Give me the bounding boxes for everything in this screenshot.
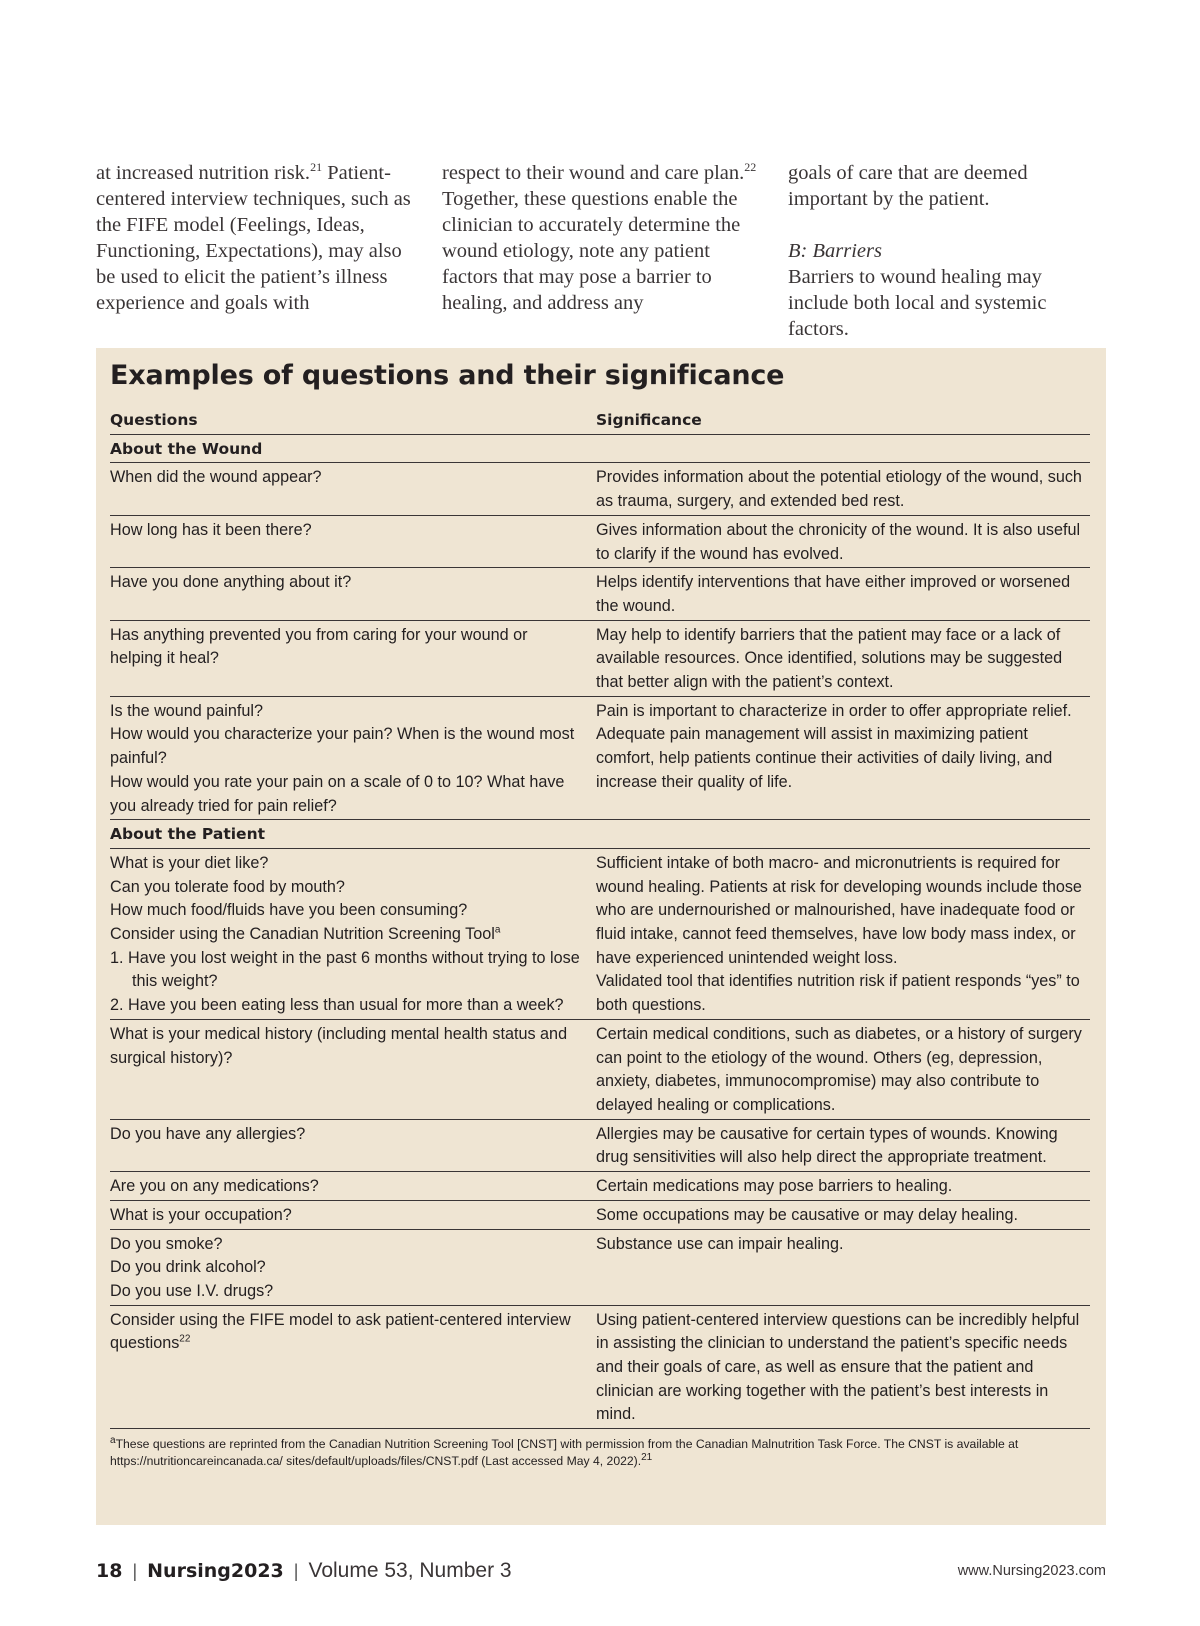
table-row	[110, 1172, 1090, 1201]
footnote-mark: a	[494, 924, 501, 936]
table-row	[110, 463, 1090, 515]
numbered-question: 1. Have you lost weight in the past 6 months without trying to lose this weight?	[110, 948, 580, 991]
questions-table	[110, 406, 1090, 1429]
footer-divider: |	[293, 1560, 299, 1581]
significance-text: Provides information about the potential etiology of the wound, such as trauma, surgery, and extended bed rest.	[596, 468, 1082, 511]
significance-cell	[596, 1119, 1090, 1171]
question-text: When did the wound appear?	[110, 468, 322, 487]
website-link[interactable]: www.Nursing2023.com	[957, 1563, 1106, 1579]
question-cell	[110, 848, 596, 1019]
question-text: How long has it been there?	[110, 520, 312, 539]
body-paragraph: goals of care that are deemed important by the patient.	[788, 162, 1028, 210]
significance-text: Pain is important to characterize in order to offer appropriate relief. Adequate pain management will assist in maximizing patient comfort, help patients continue their activities of daily living, and increase their quality of life.	[596, 701, 1072, 791]
significance-text: Sufficient intake of both macro- and micronutrients is required for wound healing. Patients at risk for developing wounds include those who are undernourished or malnourished, have inadequate food or fluid intake, cannot feed themselves, have low body mass index, or have experienced unintended weight loss.	[596, 853, 1082, 967]
question-text: Do you drink alcohol?	[110, 1258, 266, 1277]
body-paragraph: Barriers to wound healing may include both local and systemic factors.	[788, 266, 1047, 340]
question-text: Have you done anything about it?	[110, 573, 352, 592]
significance-text: Certain medical conditions, such as diabetes, or a history of surgery can point to the etiology of the wound. Others (eg, depression, anxiety, diabetes, immunocompromise) may also contribute to delayed healing or complications.	[596, 1024, 1082, 1114]
significance-text: Using patient-centered interview questions can be incredibly helpful in assisting the clinician to understand the patient’s specific needs and their goals of care, as well as ensure that the patient and clinician are working together with the patient’s best interests in mind.	[596, 1310, 1080, 1424]
question-text: What is your occupation?	[110, 1205, 292, 1224]
table-row	[110, 696, 1090, 820]
significance-text: May help to identify barriers that the patient may face or a lack of available resources. Once identified, solutions may be suggested that better align with the patient’s context.	[596, 625, 1063, 692]
table-row	[110, 1019, 1090, 1119]
question-cell	[110, 1172, 596, 1201]
significance-cell	[596, 1200, 1090, 1229]
body-column-3	[788, 160, 1106, 342]
significance-text: Gives information about the chronicity of the wound. It is also useful to clarify if the wound has evolved.	[596, 520, 1081, 563]
question-cell	[110, 1305, 596, 1429]
question-text: Has anything prevented you from caring for your wound or helping it heal?	[110, 625, 528, 668]
significance-text: Certain medications may pose barriers to healing.	[596, 1177, 953, 1196]
question-text: Do you have any allergies?	[110, 1124, 306, 1143]
question-text: Can you tolerate food by mouth?	[110, 877, 345, 896]
table-row	[110, 568, 1090, 620]
footnote-text: These questions are reprinted from the Canadian Nutrition Screening Tool [CNST] with permission from the Canadian Malnutrition Task Force. The CNST is available at https://nutritioncareincanada.ca/ sites/default/uploads/files/CNST.pdf (Last accessed May 4, 2022).	[110, 1437, 1019, 1469]
table-row	[110, 848, 1090, 1019]
section-row-patient	[110, 820, 1090, 849]
body-column-2	[442, 160, 760, 342]
significance-cell	[596, 848, 1090, 1019]
significance-cell	[596, 568, 1090, 620]
numbered-question: 2. Have you been eating less than usual for more than a week?	[110, 996, 564, 1015]
body-column-1	[96, 160, 414, 342]
significance-text: Allergies may be causative for certain types of wounds. Knowing drug sensitivities will also help direct the appropriate treatment.	[596, 1124, 1058, 1167]
section-label: About the Patient	[110, 820, 1090, 849]
body-paragraph: at increased nutrition risk.$^{21}$ Patient-centered interview techniques, such as the FIFE model (Feelings, Ideas, Functioning, Expectations), may also be used to elicit the patient’s illness experience and goals with	[96, 160, 411, 314]
question-text	[110, 1309, 584, 1356]
significance-text: Some occupations may be causative or may delay healing.	[596, 1205, 1019, 1224]
section-row-wound	[110, 434, 1090, 463]
question-cell	[110, 1119, 596, 1171]
table-header-row	[110, 406, 1090, 434]
significance-cell	[596, 1305, 1090, 1429]
section-subhead: B: Barriers	[788, 240, 882, 262]
question-cell	[110, 515, 596, 567]
table-body	[110, 406, 1090, 1429]
question-text: Do you use I.V. drugs?	[110, 1281, 274, 1300]
question-cell	[110, 463, 596, 515]
column-header-questions: Questions	[110, 406, 596, 434]
significance-cell	[596, 463, 1090, 515]
section-label: About the Wound	[110, 434, 1090, 463]
question-cell	[110, 620, 596, 696]
significance-cell	[596, 620, 1090, 696]
significance-cell	[596, 1172, 1090, 1201]
table-footnote	[110, 1436, 1090, 1470]
magazine-name: Nursing2023	[147, 1560, 284, 1582]
question-text: Are you on any medications?	[110, 1177, 319, 1196]
significance-cell	[596, 696, 1090, 820]
question-text: Is the wound painful?	[110, 701, 263, 720]
question-cell	[110, 568, 596, 620]
footnote-mark: a	[110, 1435, 116, 1447]
significance-text: Validated tool that identifies nutrition risk if patient responds “yes” to both questions.	[596, 972, 1080, 1015]
column-header-significance: Significance	[596, 406, 1090, 434]
citation-ref: 21	[310, 160, 323, 175]
question-text: How would you rate your pain on a scale of 0 to 10? What have you already tried for pain relief?	[110, 772, 565, 815]
significance-cell	[596, 1019, 1090, 1119]
table-row	[110, 515, 1090, 567]
question-text: What is your medical history (including mental health status and surgical history)?	[110, 1024, 568, 1067]
significance-cell	[596, 1229, 1090, 1305]
table-row	[110, 1200, 1090, 1229]
question-text: How much food/fluids have you been consuming?	[110, 901, 468, 920]
question-cell	[110, 1200, 596, 1229]
table-row	[110, 1119, 1090, 1171]
body-text-columns	[96, 160, 1106, 342]
table-row	[110, 1305, 1090, 1429]
questions-table-box	[96, 348, 1106, 1525]
table-title: Examples of questions and their significance	[110, 360, 785, 391]
page-footer	[96, 1556, 1106, 1586]
question-text-part: Consider using the Canadian Nutrition Screening Tool	[110, 925, 495, 944]
footer-left	[96, 1559, 512, 1583]
significance-text: Helps identify interventions that have either improved or worsened the wound.	[596, 573, 1071, 615]
page-number: 18	[96, 1560, 123, 1582]
significance-cell	[596, 515, 1090, 567]
body-paragraph: respect to their wound and care plan.$^{22}$ Together, these questions enable the clinician to accurately determine the wound etiology, note any patient factors that may pose a barrier to healing, and address any	[442, 160, 757, 314]
question-text	[110, 923, 584, 947]
question-cell	[110, 1019, 596, 1119]
question-cell	[110, 1229, 596, 1305]
question-text: How would you characterize your pain? When is the wound most painful?	[110, 725, 575, 768]
citation-ref: 22	[744, 160, 757, 175]
question-text: Do you smoke?	[110, 1234, 223, 1253]
citation-ref: 22	[179, 1333, 191, 1345]
volume-info: Volume 53, Number 3	[308, 1559, 512, 1582]
question-cell	[110, 696, 596, 820]
question-text-part: Consider using the FIFE model to ask patient-centered interview questions	[110, 1310, 571, 1353]
footer-divider: |	[132, 1560, 138, 1581]
significance-text: Substance use can impair healing.	[596, 1234, 844, 1253]
table-row	[110, 620, 1090, 696]
question-text: What is your diet like?	[110, 853, 269, 872]
table-row	[110, 1229, 1090, 1305]
citation-ref: 21	[641, 1452, 653, 1464]
